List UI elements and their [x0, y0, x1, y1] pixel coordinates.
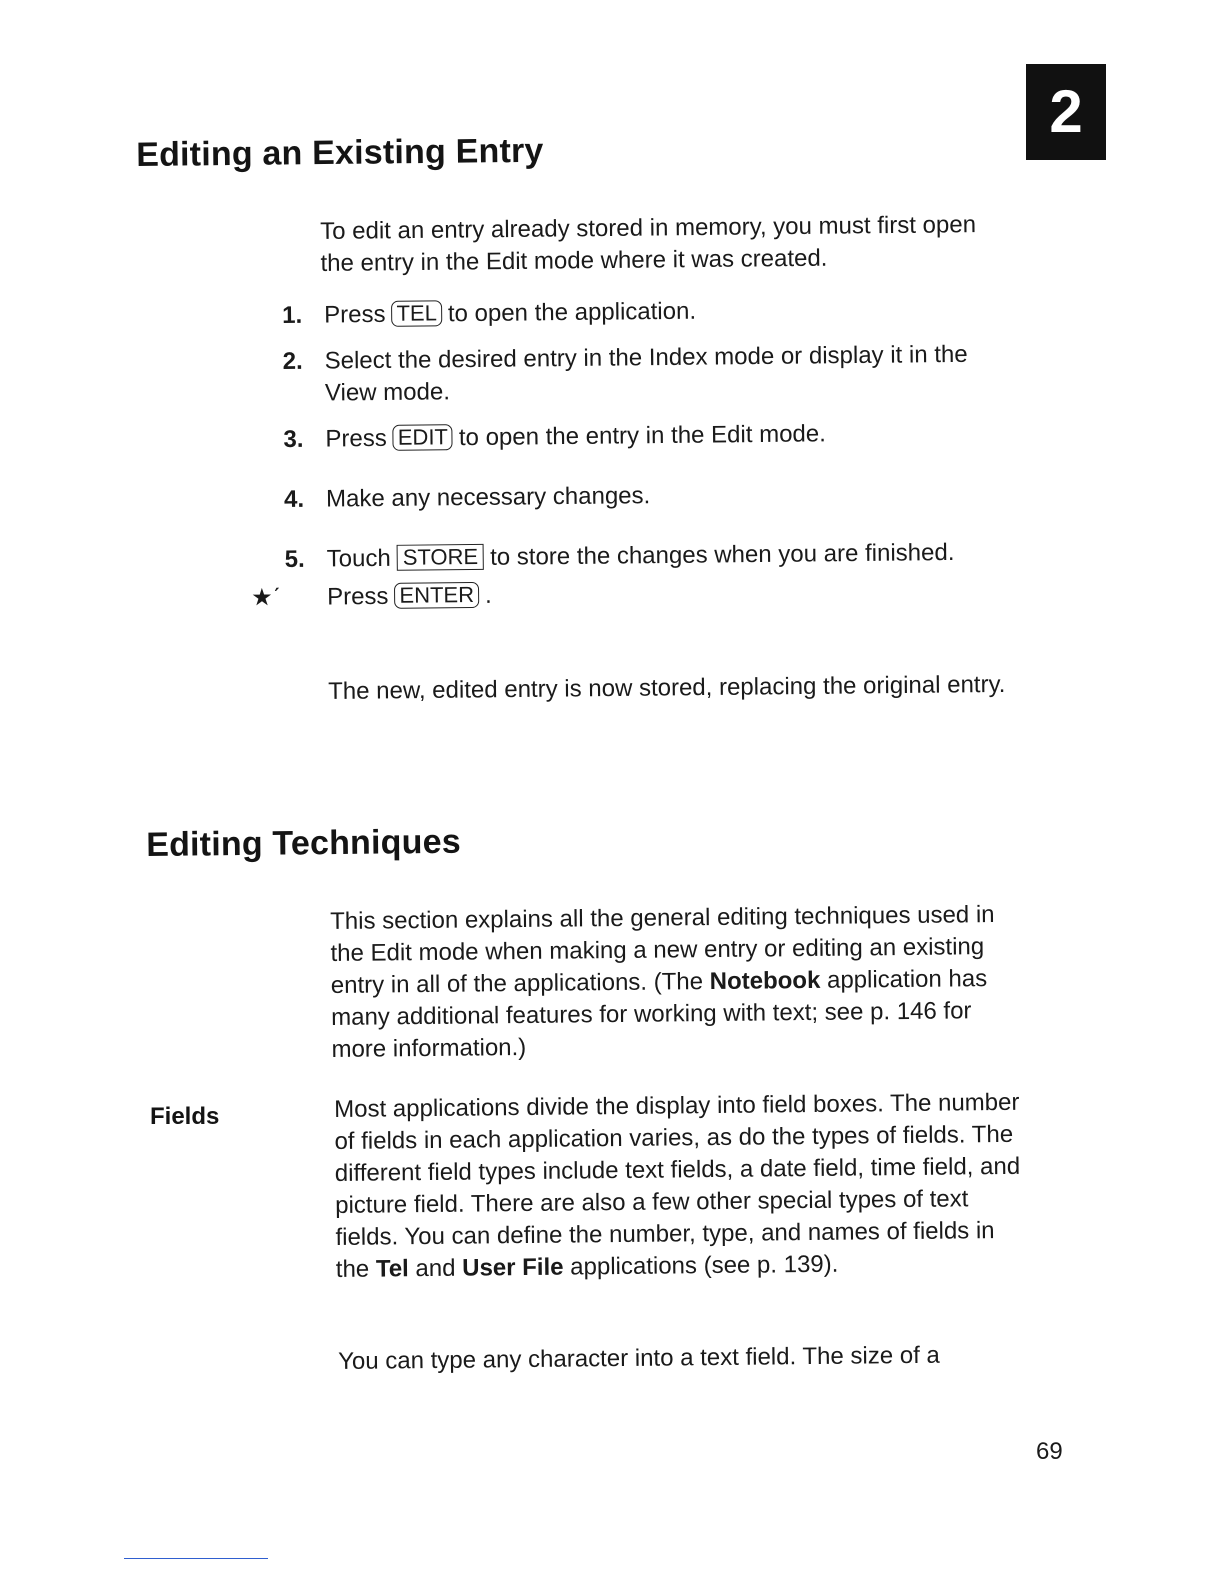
- notebook-app-name: Notebook: [709, 966, 821, 996]
- star-icon: ★ˊ: [250, 584, 281, 612]
- text-run: and: [408, 1254, 463, 1283]
- step-number: 2.: [282, 347, 303, 375]
- chapter-tab: 2: [1026, 64, 1106, 160]
- step-text: Touch: [326, 544, 391, 573]
- section1-outro: [328, 669, 1018, 708]
- step-text: to open the entry in the Edit mode.: [458, 420, 826, 452]
- section2-intro: [330, 899, 1012, 1066]
- step-text: .: [484, 581, 492, 609]
- fields-paragraph: [334, 1087, 1026, 1286]
- edit-key: EDIT: [393, 424, 453, 451]
- step-number: 3.: [283, 425, 304, 453]
- text-run: Most applications divide the display into field boxes. The number of fields in each application varies, as do the types of fields. The different field types include text fields, a date field, time field, and picture field. There are also a few other special types of text fields. You can define the number, type, and names of fields in the: [334, 1088, 1021, 1283]
- fields-paragraph-text: [334, 1087, 1026, 1286]
- section-title-editing-techniques: Editing Techniques: [146, 822, 462, 864]
- step-item: [282, 338, 1023, 410]
- enter-key: ENTER: [394, 582, 479, 609]
- step-number: 4.: [283, 485, 305, 513]
- section1-outro-text: The new, edited entry is now stored, replacing the original entry.: [328, 670, 1006, 705]
- step-text: Press: [326, 582, 389, 611]
- page-number: 69: [1036, 1438, 1063, 1465]
- section1-intro: [320, 209, 1001, 280]
- text-run: application has many additional features for working with text; see p. 146 for more information.): [331, 965, 988, 1063]
- step-item: [283, 416, 1023, 456]
- fields-side-label: Fields: [150, 1103, 220, 1130]
- step-text: Press: [325, 424, 387, 453]
- text-run: This section explains all the general editing techniques used in the Edit mode when making a new entry or editing an existing entry in all of the applications. (The: [330, 901, 995, 999]
- step-item: [284, 476, 1024, 516]
- step-text: Make any necessary changes.: [325, 482, 651, 513]
- step-item-star: [250, 574, 1025, 614]
- user-file-app-name: User File: [462, 1253, 564, 1282]
- fields-paragraph-2: [338, 1339, 1028, 1378]
- step-number: 5.: [284, 545, 305, 573]
- step-list: [250, 292, 1025, 628]
- step-text: Select the desired entry in the Index mode or display it in the View mode.: [324, 340, 968, 407]
- store-softkey: STORE: [397, 544, 485, 571]
- step-item: [285, 536, 1025, 576]
- step-text: Press: [324, 300, 386, 329]
- step-text: to store the changes when you are finished.: [490, 538, 955, 571]
- fields-paragraph-2-text: You can type any character into a text field. The size of a: [338, 1341, 940, 1375]
- section2-intro-text: [330, 899, 1012, 1066]
- tel-key: TEL: [391, 300, 442, 327]
- text-run: applications (see p. 139).: [563, 1250, 839, 1281]
- section1-intro-text: To edit an entry already stored in memory, you must first open the entry in the Edit mode where it was created.: [320, 211, 977, 277]
- step-text: to open the application.: [447, 297, 697, 328]
- footer-rule: [124, 1558, 268, 1559]
- section-title-editing-existing-entry: Editing an Existing Entry: [136, 131, 544, 174]
- tel-app-name: Tel: [375, 1255, 409, 1283]
- step-item: [282, 292, 1022, 332]
- step-number: 1.: [282, 301, 303, 329]
